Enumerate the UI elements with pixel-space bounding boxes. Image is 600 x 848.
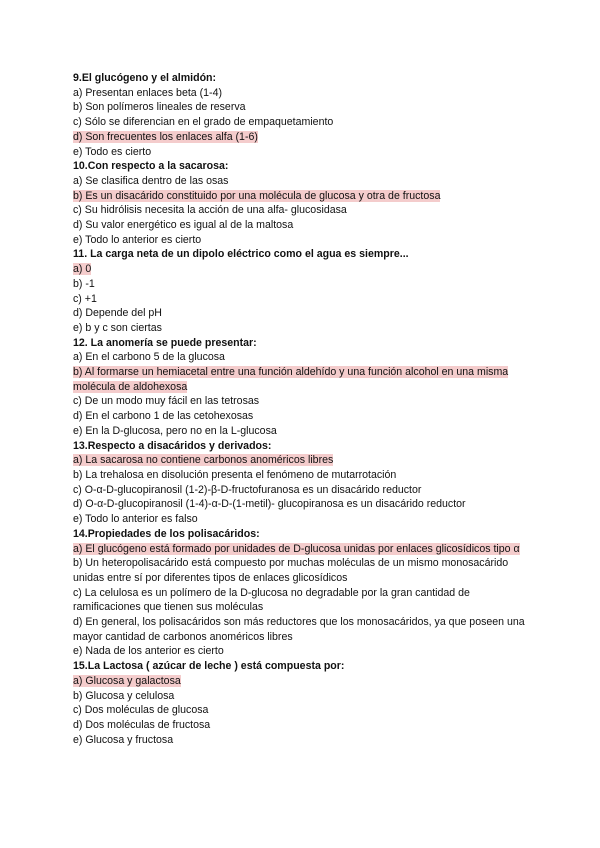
question-15 [73, 659, 533, 747]
option-a-highlighted: a) La sacarosa no contiene carbonos anoméricos libres [73, 454, 334, 467]
question-title: 14.Propiedades de los polisacáridos: [73, 527, 260, 540]
option-d-highlighted: d) Son frecuentes los enlaces alfa (1-6) [73, 130, 258, 143]
option-c: c) La celulosa es un polímero de la D-glucosa no degradable por la gran cantidad de ramificaciones que tienen sus moléculas [73, 586, 470, 614]
option-a-highlighted: a) El glucógeno está formado por unidades de D-glucosa unidas por enlaces glicosídicos tipo α [73, 542, 520, 555]
option-b: b) Glucosa y celulosa [73, 689, 175, 702]
option-a-highlighted: a) Glucosa y galactosa [73, 674, 181, 687]
question-title: 13.Respecto a disacáridos y derivados: [73, 439, 272, 452]
option-a: a) En el carbono 5 de la glucosa [73, 351, 225, 364]
question-13 [73, 439, 533, 527]
question-14 [73, 527, 533, 659]
question-title: 9.El glucógeno y el almidón: [73, 72, 217, 84]
option-e: e) Glucosa y fructosa [73, 733, 174, 746]
option-a-highlighted: a) 0 [73, 263, 92, 276]
option-e: e) Todo lo anterior es cierto [73, 233, 202, 246]
question-9 [73, 71, 533, 159]
question-12 [73, 336, 533, 439]
option-e: e) Todo lo anterior es falso [73, 513, 198, 526]
option-c: c) De un modo muy fácil en las tetrosas [73, 395, 260, 408]
question-title: 15.La Lactosa ( azúcar de leche ) está compuesta por: [73, 660, 345, 673]
question-title: 12. La anomería se puede presentar: [73, 336, 257, 349]
option-b: b) Un heteropolisacárido está compuesto por muchas moléculas de un mismo monosacárido unidas entre sí por diferentes tipos de enlaces glicosídicos [73, 557, 509, 584]
option-b-highlighted: b) Es un disacárido constituido por una molécula de glucosa y otra de fructosa [73, 189, 441, 202]
option-c: c) +1 [73, 292, 97, 305]
option-c: c) Su hidrólisis necesita la acción de una alfa- glucosidasa [73, 204, 347, 217]
option-a: a) Presentan enlaces beta (1-4) [73, 86, 222, 99]
option-d: d) Su valor energético es igual al de la maltosa [73, 219, 294, 232]
document-page [73, 71, 533, 747]
question-title: 11. La carga neta de un dipolo eléctrico como el agua es siempre... [73, 248, 409, 261]
question-title: 10.Con respecto a la sacarosa: [73, 160, 229, 173]
option-e: e) Nada de los anterior es cierto [73, 645, 224, 658]
option-d: d) Depende del pH [73, 307, 162, 320]
option-d: d) O-α-D-glucopiranosil (1-4)-α-D-(1-metil)- glucopiranosa es un disacárido reductor [73, 498, 466, 511]
option-d: d) En el carbono 1 de las cetohexosas [73, 410, 254, 423]
option-a: a) Se clasifica dentro de las osas [73, 174, 229, 187]
option-d: d) Dos moléculas de fructosa [73, 718, 211, 731]
option-e: e) Todo es cierto [73, 145, 152, 158]
option-e: e) En la D-glucosa, pero no en la L-glucosa [73, 424, 277, 437]
question-11 [73, 247, 533, 335]
option-c: c) Dos moléculas de glucosa [73, 704, 209, 717]
option-c: c) O-α-D-glucopiranosil (1-2)-β-D-fructofuranosa es un disacárido reductor [73, 483, 422, 496]
option-c: c) Sólo se diferencian en el grado de empaquetamiento [73, 116, 334, 129]
option-b: b) -1 [73, 277, 95, 290]
option-d: d) En general, los polisacáridos son más reductores que los monosacáridos, ya que poseen una mayor cantidad de carbonos anoméricos libres [73, 616, 525, 643]
option-e: e) b y c son ciertas [73, 321, 162, 334]
option-b: b) Son polímeros lineales de reserva [73, 101, 246, 114]
option-b-highlighted: b) Al formarse un hemiacetal entre una función aldehído y una función alcohol en una misma molécula de aldohexosa [73, 366, 509, 393]
question-10 [73, 159, 533, 247]
option-b: b) La trehalosa en disolución presenta el fenómeno de mutarrotación [73, 468, 397, 481]
